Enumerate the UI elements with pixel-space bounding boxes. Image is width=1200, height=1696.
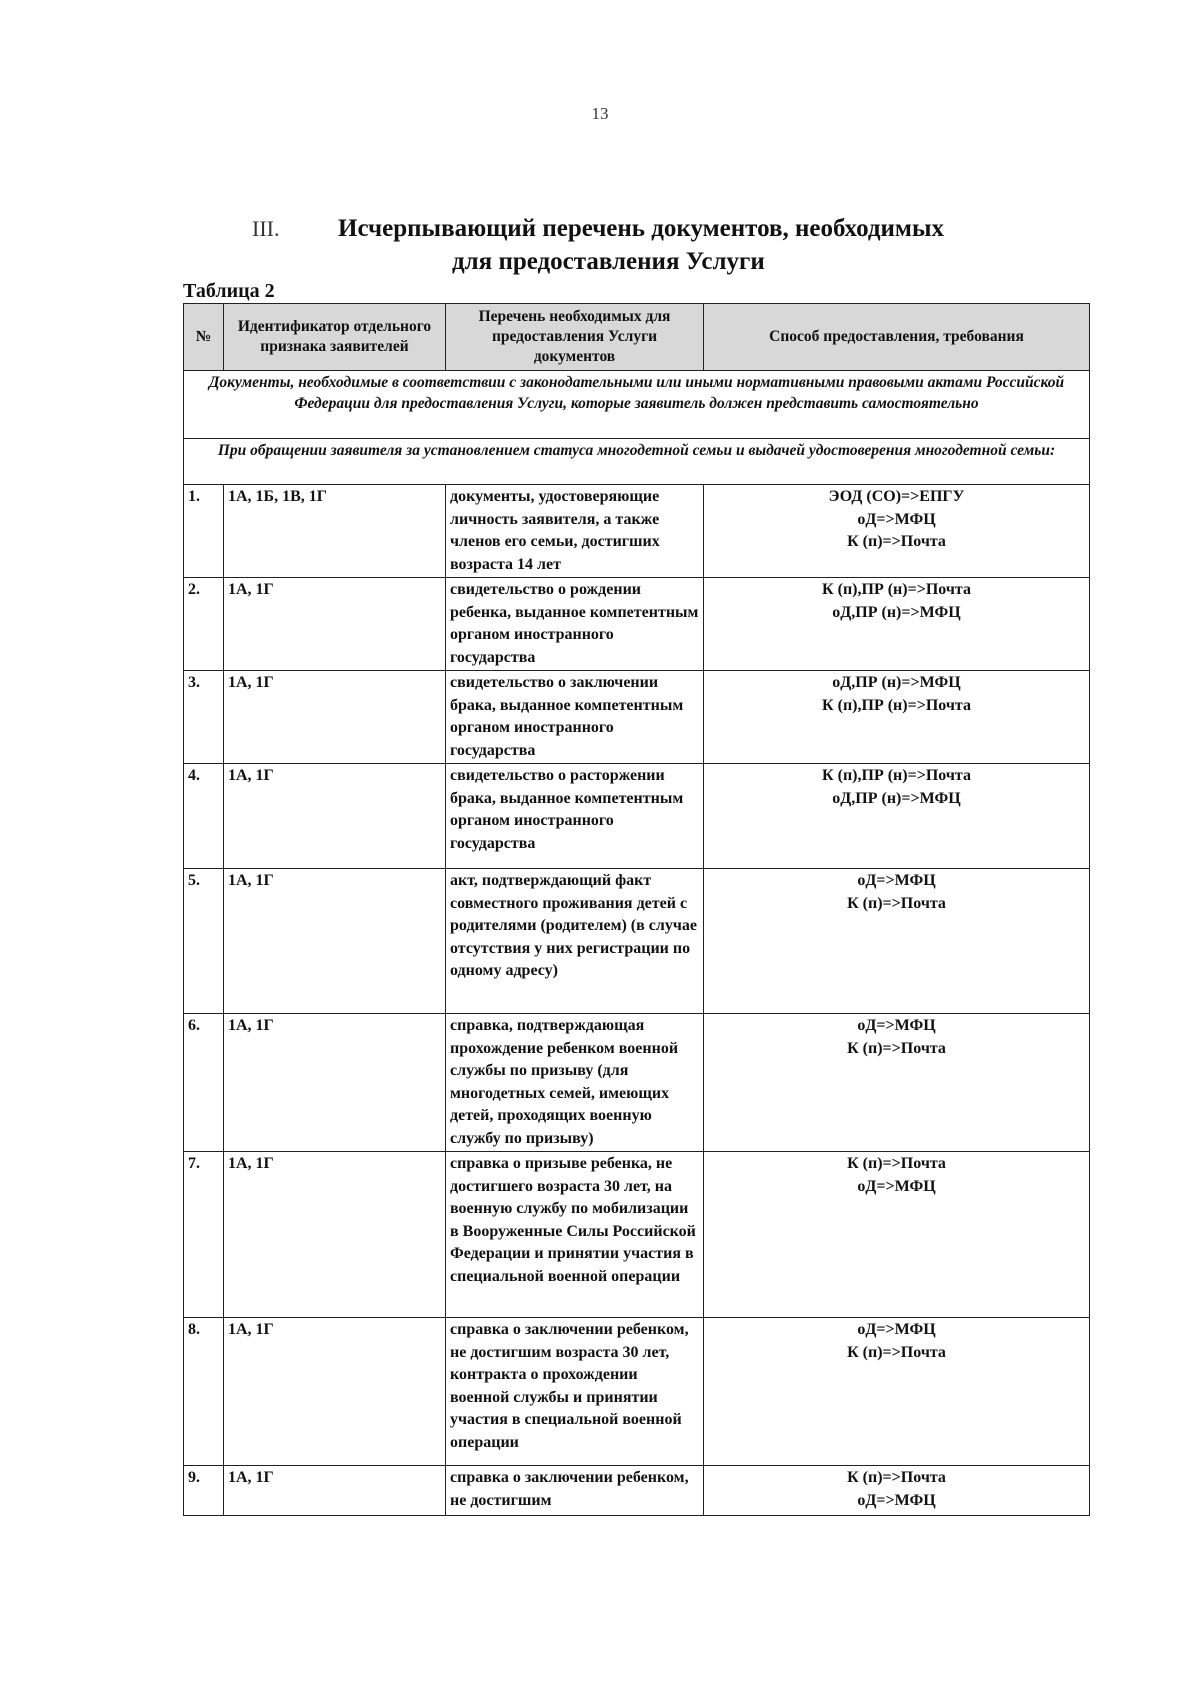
header-number: № (184, 304, 224, 371)
header-method: Способ предоставления, требования (704, 304, 1090, 371)
method-line: К (п),ПР (н)=>Почта (822, 581, 971, 598)
row-identifier: 1А, 1Г (224, 671, 446, 764)
row-method (704, 578, 1090, 671)
row-number: 1. (184, 485, 224, 578)
row-document: акт, подтверждающий факт совместного проживания детей с родителями (родителем) (в случае отсутствия у них регистрации по одному адресу) (446, 869, 704, 1014)
row-method (704, 869, 1090, 1014)
table-row (184, 1466, 1090, 1516)
page-number: 13 (591, 104, 609, 123)
row-number: 6. (184, 1014, 224, 1152)
row-number: 7. (184, 1152, 224, 1318)
subgroup-note-row (184, 439, 1090, 485)
documents-table (183, 303, 1090, 1516)
row-method (704, 1318, 1090, 1466)
row-identifier: 1А, 1Б, 1В, 1Г (224, 485, 446, 578)
row-method (704, 671, 1090, 764)
row-number: 5. (184, 869, 224, 1014)
row-number: 4. (184, 764, 224, 869)
row-document: справка о призыве ребенка, не достигшего возраста 30 лет, на военную службу по мобилизации в Вооруженные Силы Российской Федерации и принятии участия в специальной военной операции (446, 1152, 704, 1318)
row-number: 8. (184, 1318, 224, 1466)
subgroup-note: При обращении заявителя за установлением статуса многодетной семьи и выдачей удостоверения многодетной семьи: (184, 439, 1090, 485)
table-row (184, 869, 1090, 1014)
row-identifier: 1А, 1Г (224, 764, 446, 869)
method-line: оД,ПР (н)=>МФЦ (832, 789, 961, 807)
row-document: документы, удостоверяющие личность заявителя, а также членов его семьи, достигших возраста 14 лет (446, 485, 704, 578)
row-document: свидетельство о расторжении брака, выданное компетентным органом иностранного государства (446, 764, 704, 869)
method-line: ЭОД (СО)=>ЕПГУ (828, 488, 965, 505)
method-line: К (п)=>Почта (847, 1155, 946, 1172)
row-number: 3. (184, 671, 224, 764)
row-number: 9. (184, 1466, 224, 1516)
row-document: справка о заключении ребенком, не достигшим (446, 1466, 704, 1516)
row-document: свидетельство о рождении ребенка, выданное компетентным органом иностранного государства (446, 578, 704, 671)
method-line: К (п)=>Почта (847, 533, 946, 550)
method-line: оД=>МФЦ (857, 510, 936, 528)
method-line: К (п),ПР (н)=>Почта (822, 767, 971, 784)
row-method (704, 1014, 1090, 1152)
row-identifier: 1А, 1Г (224, 578, 446, 671)
row-identifier: 1А, 1Г (224, 1466, 446, 1516)
table-row (184, 764, 1090, 869)
table-row (184, 485, 1090, 578)
row-method (704, 485, 1090, 578)
method-line: К (п)=>Почта (847, 1039, 946, 1057)
row-number: 2. (184, 578, 224, 671)
header-identifier: Идентификатор отдельного признака заявителей (224, 304, 446, 371)
row-identifier: 1А, 1Г (224, 1318, 446, 1466)
method-line: оД=>МФЦ (857, 1491, 936, 1509)
method-line: оД=>МФЦ (857, 1321, 936, 1338)
table-row (184, 1318, 1090, 1466)
method-line: оД,ПР (н)=>МФЦ (832, 603, 961, 621)
method-line: оД,ПР (н)=>МФЦ (832, 674, 961, 691)
group-note: Документы, необходимые в соответствии с законодательными или иными нормативными правовыми актами Российской Федерации для предоставления Услуги, которые заявитель должен представить самостоятельно (184, 371, 1090, 439)
row-document: справка о заключении ребенком, не достигшим возраста 30 лет, контракта о прохождении военной службы и принятии участия в специальной военной операции (446, 1318, 704, 1466)
row-document: свидетельство о заключении брака, выданное компетентным органом иностранного государства (446, 671, 704, 764)
row-method (704, 764, 1090, 869)
row-method (704, 1466, 1090, 1516)
row-document: справка, подтверждающая прохождение ребенком военной службы по призыву (для многодетных семей, имеющих детей, проходящих военную службу по призыву) (446, 1014, 704, 1152)
group-note-row (184, 371, 1090, 439)
method-line: К (п)=>Почта (847, 1469, 946, 1486)
table-row (184, 1014, 1090, 1152)
method-line: оД=>МФЦ (857, 1177, 936, 1195)
method-line: оД=>МФЦ (857, 872, 936, 889)
table-row (184, 1152, 1090, 1318)
row-identifier: 1А, 1Г (224, 1152, 446, 1318)
row-identifier: 1А, 1Г (224, 869, 446, 1014)
row-identifier: 1А, 1Г (224, 1014, 446, 1152)
section-title-line1: Исчерпывающий перечень документов, необходимых (338, 215, 944, 242)
header-documents: Перечень необходимых для предоставления Услуги документов (446, 304, 704, 371)
method-line: К (п),ПР (н)=>Почта (822, 696, 971, 714)
table-caption: Таблица 2 (183, 280, 275, 302)
method-line: К (п)=>Почта (847, 894, 946, 912)
section-title-line2: для предоставления Услуги (452, 248, 765, 275)
table-row (184, 578, 1090, 671)
table-row (184, 671, 1090, 764)
method-line: К (п)=>Почта (847, 1343, 946, 1361)
row-method (704, 1152, 1090, 1318)
section-number: III. (252, 216, 280, 241)
table-header-row (184, 304, 1090, 371)
method-line: оД=>МФЦ (857, 1017, 936, 1034)
